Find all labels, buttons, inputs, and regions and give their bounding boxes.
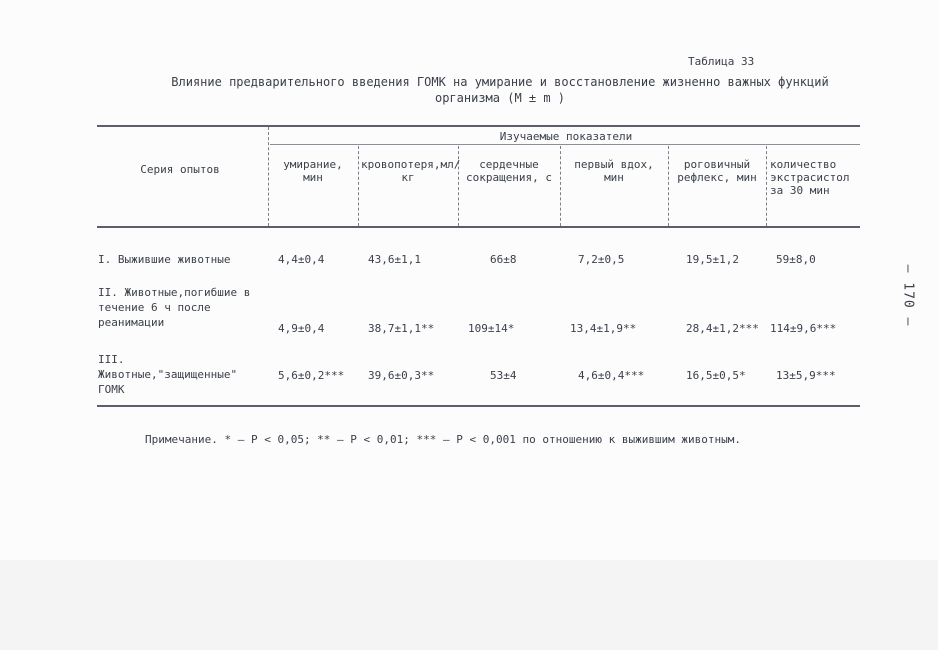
table-cell: 114±9,6*** bbox=[770, 322, 837, 335]
row-label-died: II. Животные,погибшие в течение 6 ч после реанимации bbox=[98, 286, 251, 329]
table-cell: 39,6±0,3** bbox=[368, 369, 435, 382]
table-cell: 16,5±0,5* bbox=[686, 369, 746, 382]
table-cell: 66±8 bbox=[490, 253, 517, 266]
table-note: Примечание. * – Р < 0,05; ** – Р < 0,01; *** – Р < 0,001 по отношению к выжившим животным. bbox=[145, 433, 742, 446]
table-cell: 7,2±0,5 bbox=[578, 253, 625, 266]
table-cell: 38,7±1,1** bbox=[368, 322, 435, 335]
col-header-first-breath: первый вдох, мин bbox=[574, 158, 654, 184]
table-label: Таблица 33 bbox=[688, 55, 755, 68]
col-header-dying: умирание, мин bbox=[283, 158, 343, 184]
table-bottom-rule bbox=[97, 405, 860, 407]
col-divider-4 bbox=[668, 146, 669, 226]
table-cell: 28,4±1,2*** bbox=[686, 322, 759, 335]
table-cell: 13±5,9*** bbox=[776, 369, 836, 382]
table-cell: 13,4±1,9** bbox=[570, 322, 637, 335]
table-title: Влияние предварительного введения ГОМК на умирание и восстановление жизненно важных функций организма (М ± m ) bbox=[171, 75, 829, 105]
col-header-corneal-reflex: роговичный рефлекс, мин bbox=[677, 158, 757, 184]
table-cell: 109±14* bbox=[468, 322, 515, 335]
col-divider-3 bbox=[560, 146, 561, 226]
col-divider-1 bbox=[358, 146, 359, 226]
page-number bbox=[888, 265, 928, 325]
table-cell: 4,9±0,4 bbox=[278, 322, 325, 335]
col-header-blood-loss: кровопотеря,мл/кг bbox=[361, 158, 461, 184]
col-header-extrasystoles: количество экстрасистол за 30 мин bbox=[770, 158, 850, 197]
page-number-text: – 170 – bbox=[900, 264, 916, 326]
group-header-rule bbox=[270, 144, 860, 145]
table-cell: 19,5±1,2 bbox=[686, 253, 739, 266]
col-header-heartbeats: сердечные сокращения, с bbox=[465, 158, 553, 184]
table-cell: 5,6±0,2*** bbox=[278, 369, 345, 382]
table-cell: 53±4 bbox=[490, 369, 517, 382]
table-top-rule bbox=[97, 125, 860, 127]
table-cell: 59±8,0 bbox=[776, 253, 816, 266]
scan-shade bbox=[0, 560, 938, 650]
series-column-header: Серия опытов bbox=[140, 163, 220, 176]
col-divider-5 bbox=[766, 146, 767, 226]
table-cell: 43,6±1,1 bbox=[368, 253, 421, 266]
row-label-protected: III. Животные,"защищенные" ГОМК bbox=[98, 353, 238, 396]
indicators-group-header: Изучаемые показатели bbox=[499, 130, 633, 143]
table-cell: 4,6±0,4*** bbox=[578, 369, 645, 382]
header-bottom-rule bbox=[97, 226, 860, 228]
col-divider-0 bbox=[268, 127, 269, 226]
row-label-survived: I. Выжившие животные bbox=[98, 253, 231, 266]
table-cell: 4,4±0,4 bbox=[278, 253, 325, 266]
